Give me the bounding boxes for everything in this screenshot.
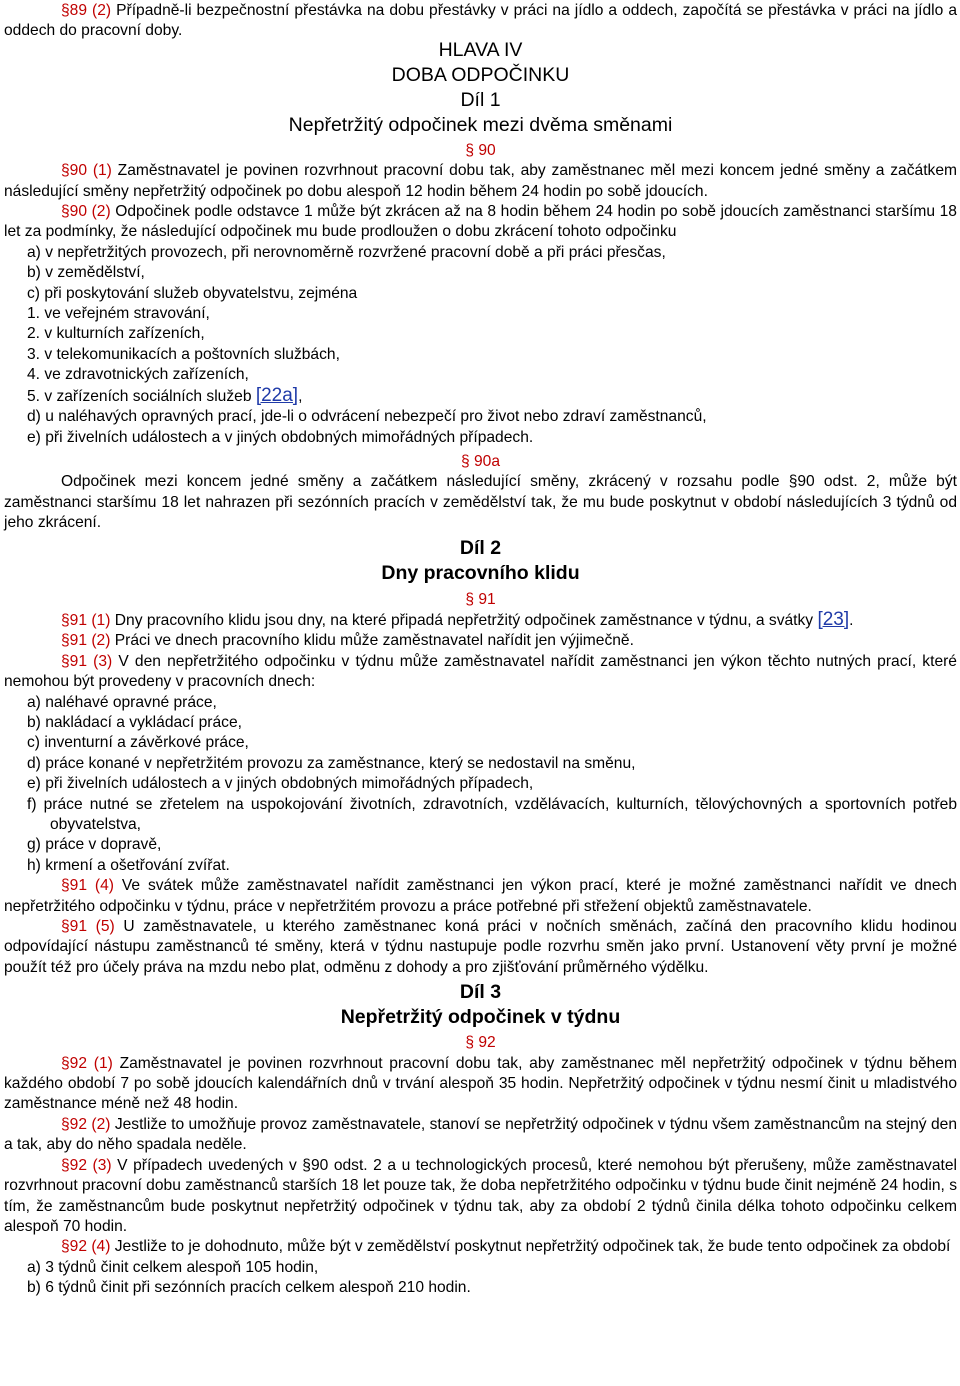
section-ref[interactable]: §92 (1) bbox=[61, 1054, 113, 1072]
section-ref[interactable]: §90 (2) bbox=[61, 203, 111, 221]
list-item: a) 3 týdnů činit celkem alespoň 105 hodin, bbox=[27, 1258, 319, 1276]
section-ref[interactable]: §89 (2) bbox=[61, 2, 112, 19]
section-ref[interactable]: §92 (3) bbox=[61, 1156, 112, 1174]
heading-dil-3: Díl 3 bbox=[459, 981, 502, 1004]
list-item: 1. ve veřejném stravování, bbox=[27, 305, 210, 323]
section-ref[interactable]: §91 (5) bbox=[61, 918, 115, 936]
section-ref[interactable]: §92 (4) bbox=[61, 1238, 111, 1256]
footnote-link[interactable]: [22a] bbox=[255, 384, 299, 406]
list-item: f) práce nutné se zřetelem na uspokojování životních, zdravotních, vzdělávacích, kulturních, tělovýchovných a sportovních potřeb obyvatelstva, bbox=[27, 795, 957, 833]
list-item: d) u naléhavých opravných prací, jde-li o odvrácení nebezpečí pro život nebo zdraví zaměstnanců, bbox=[27, 408, 707, 426]
paragraph-91-5: §91 (5) U zaměstnavatele, u kterého zaměstnanec koná práci v nočních směnách, začíná den pracovního klidu hodinou odpovídající nástupu zaměstnanců té směny, která v týdnu nastupuje podle rozvrhu směn jako první. Ustanovení věty první je možné použít též pro účely práva na mzdu nebo plat, odměnu z dohody a pro zjišťování průměrného výdělku. bbox=[4, 918, 957, 976]
paragraph-92-4: §92 (4) Jestliže to je dohodnuto, může být v zemědělství poskytnut nepřetržitý odpočinek tak, že bude tento odpočinek za období bbox=[61, 1238, 951, 1256]
heading-dil-3-title: Nepřetržitý odpočinek v týdnu bbox=[340, 1006, 621, 1029]
section-90[interactable]: § 90 bbox=[465, 141, 496, 159]
section-ref[interactable]: §92 (2) bbox=[61, 1115, 111, 1133]
list-item: 4. ve zdravotnických zařízeních, bbox=[27, 366, 249, 384]
list-item: 3. v telekomunikacích a poštovních službách, bbox=[27, 345, 340, 363]
list-item: c) inventurní a závěrkové práce, bbox=[27, 734, 249, 752]
paragraph-91-1: §91 (1) Dny pracovního klidu jsou dny, na které připadá nepřetržitý odpočinek zaměstnance v týdnu, a svátky [23]. bbox=[61, 608, 854, 630]
list-item: a) v nepřetržitých provozech, při nerovnoměrně rozvržené pracovní době a při práci přesčas, bbox=[27, 243, 666, 261]
list-item: b) v zemědělství, bbox=[27, 264, 145, 282]
heading-dil-2-title: Dny pracovního klidu bbox=[381, 561, 580, 584]
list-item: b) nakládací a vykládací práce, bbox=[27, 713, 242, 731]
list-item: e) při živelních událostech a v jiných obdobných mimořádných případech, bbox=[27, 775, 534, 793]
heading-doba-odpocinku: DOBA ODPOČINKU bbox=[391, 63, 570, 86]
paragraph-90-1: §90 (1) Zaměstnavatel je povinen rozvrhnout pracovní dobu tak, aby zaměstnanec měl mezi koncem jedné směny a začátkem následující směny nepřetržitý odpočinek po dobu alespoň 12 hodin během 24 hodin po sobě jdoucích. bbox=[4, 162, 957, 200]
paragraph-92-1: §92 (1) Zaměstnavatel je povinen rozvrhnout pracovní dobu tak, aby zaměstnanec měl nepřetržitý odpočinek v týdnu během každého období 7 po sobě jdoucích kalendářních dnů v trvání alespoň 35 hodin. Nepřetržitý odpočinek v týdnu nesmí činit u mladistvého zaměstnance méně než 48 hodin. bbox=[4, 1054, 957, 1113]
list-item: g) práce v dopravě, bbox=[27, 836, 162, 854]
paragraph-91-4: §91 (4) Ve svátek může zaměstnavatel nařídit zaměstnanci jen výkon prací, které je možné zaměstnanci nařídit ve dnech nepřetržitého odpočinku v týdnu, práce v nepřetržitém provozu a práce potřebné při střežení objektů zaměstnavatele. bbox=[4, 877, 957, 915]
heading-dil-1: Díl 1 bbox=[460, 88, 501, 111]
list-item: e) při živelních událostech a v jiných obdobných mimořádných případech. bbox=[27, 428, 534, 446]
section-ref[interactable]: §91 (3) bbox=[61, 652, 113, 670]
paragraph-90a: Odpočinek mezi koncem jedné směny a začátkem následující směny, zkrácený v rozsahu podle §90 odst. 2, může být zaměstnanci staršímu 18 let nahrazen při sezónních pracích v zemědělství tak, že mu bude poskytnut v období následujících 3 týdnů od jeho zkrácení. bbox=[4, 473, 957, 532]
footnote-link[interactable]: [23] bbox=[817, 608, 850, 630]
paragraph-90-2: §90 (2) Odpočinek podle odstavce 1 může být zkrácen až na 8 hodin během 24 hodin po sobě jdoucích zaměstnanci staršímu 18 let za podmínky, že následující odpočinek mu bude prodloužen o dobu zkrácení tohoto odpočinku bbox=[4, 203, 957, 241]
list-item: 5. v zařízeních sociálních služeb [22a], bbox=[27, 384, 303, 406]
list-item: 2. v kulturních zařízeních, bbox=[27, 325, 205, 343]
paragraph-92-2: §92 (2) Jestliže to umožňuje provoz zaměstnavatele, stanoví se nepřetržitý odpočinek v týdnu všem zaměstnancům na stejný den a tak, aby do něho spadala neděle. bbox=[4, 1115, 957, 1154]
list-item: a) naléhavé opravné práce, bbox=[27, 693, 217, 711]
heading-dil-1-title: Nepřetržitý odpočinek mezi dvěma směnami bbox=[288, 113, 673, 136]
list-item: h) krmení a ošetřování zvířat. bbox=[27, 856, 230, 874]
section-ref[interactable]: §91 (1) bbox=[61, 611, 111, 629]
heading-hlava: HLAVA IV bbox=[438, 38, 523, 61]
list-item: d) práce konané v nepřetržitém provozu za zaměstnance, který se nedostavil na směnu, bbox=[27, 754, 636, 772]
paragraph-89-2: §89 (2) Případně-li bezpečnostní přestávka na dobu přestávky v práci na jídlo a oddech, započítá se přestávka v práci na jídlo a oddech do pracovní doby. bbox=[4, 2, 957, 40]
section-90a[interactable]: § 90a bbox=[460, 452, 501, 470]
list-item: c) při poskytování služeb obyvatelstvu, zejména bbox=[27, 284, 358, 302]
section-ref[interactable]: §91 (2) bbox=[61, 632, 111, 650]
section-92[interactable]: § 92 bbox=[465, 1034, 496, 1052]
paragraph-91-2: §91 (2) Práci ve dnech pracovního klidu může zaměstnavatel nařídit jen výjimečně. bbox=[61, 632, 634, 650]
section-91[interactable]: § 91 bbox=[465, 590, 496, 608]
section-ref[interactable]: §90 (1) bbox=[61, 162, 112, 180]
list-item: b) 6 týdnů činit při sezónních pracích celkem alespoň 210 hodin. bbox=[27, 1279, 471, 1297]
paragraph-92-3: §92 (3) V případech uvedených v §90 odst. 2 a u technologických procesů, které nemohou být přerušeny, může zaměstnavatel rozvrhnout pracovní dobu zaměstnanců starších 18 let pouze tak, že doba nepřetržitého odpočinku v týdnu bude činit nejméně 24 hodin, s tím, že zaměstnancům bude poskytnut nepřetržitý odpočinek v týdnu tak, aby za období 2 týdnů činila délka tohoto odpočinku celkem alespoň 70 hodin. bbox=[4, 1156, 957, 1235]
heading-dil-2: Díl 2 bbox=[459, 536, 502, 559]
paragraph-91-3: §91 (3) V den nepřetržitého odpočinku v týdnu může zaměstnavatel nařídit zaměstnanci jen výkon těchto nutných prací, které nemohou být provedeny v pracovních dnech: bbox=[4, 652, 957, 691]
section-ref[interactable]: §91 (4) bbox=[61, 877, 114, 895]
